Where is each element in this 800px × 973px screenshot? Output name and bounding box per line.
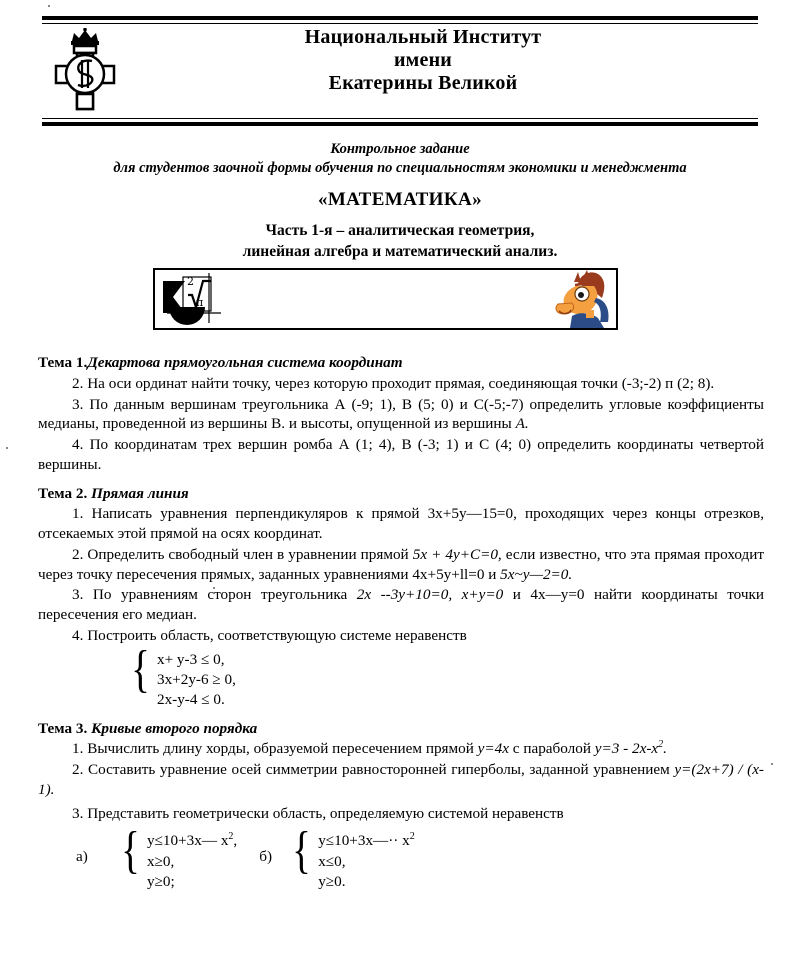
topic-3-item-1-exponent: 2	[658, 739, 664, 751]
topic-3-item-1-period: .	[663, 740, 667, 758]
topic-2-item-2-part-1: 2. Определить свободный член в уравнении прямой	[72, 545, 413, 563]
topic-3-item-2-part-1: 2. Составить уравнение осей симметрии равносторонней гиперболы, заданной уравнением	[72, 761, 675, 779]
math-logo	[159, 271, 225, 327]
topic-3-heading	[38, 719, 764, 739]
assignment-kind: Контрольное задание	[330, 141, 470, 157]
svg-text:2: 2	[187, 275, 194, 288]
system-line: х≤0,	[318, 852, 346, 870]
topic-1-item-4: 4. По координатам трех вершин ромба А (1; 4), В (-3; 1) и С (4; 0) определить координаты четвертой вершины.	[38, 436, 764, 473]
institution-line-1: Национальный Институт	[304, 26, 542, 48]
topic-1-item-2-line-2: (-3;-2) п (2; 8).	[621, 374, 715, 392]
topic-1-name: Декартова прямоугольная система координат	[87, 354, 403, 371]
system-line: у≤10+3х— $х^2$,	[146, 831, 238, 850]
topic-3-system-a	[76, 822, 238, 892]
topic-3-item-1-line-eq: y=4x	[477, 740, 509, 758]
document-header	[42, 26, 758, 114]
topic-2-item-2	[38, 545, 764, 585]
topic-1-item-2	[38, 374, 764, 394]
topic-2-item-3	[38, 585, 764, 625]
topic-3-item-3: 3. Представить геометрически область, определяемую системой неравенств	[72, 804, 564, 822]
svg-text:π: π	[196, 296, 204, 309]
topic-3-item-2-equation: y=(2x+7) / (x-1).	[38, 761, 764, 798]
topic-1-item-2-line-1: 2. На оси ординат найти точку, через которую проходит прямая, соединяющая точки	[72, 374, 618, 392]
topic-3-systems	[76, 822, 764, 892]
topic-3-item-1-parabola-eq: y=3 - 2x-x	[594, 740, 659, 758]
topic-2-item-3-equation: 2x --3y+10=0, x+y=0	[356, 586, 504, 604]
topic-2-item-4: 4. Построить область, соответствующую системе неравенств	[72, 626, 467, 644]
system-a-label: а)	[76, 848, 88, 866]
system-lines	[147, 831, 237, 892]
course-title: «МАТЕМАТИКА»	[317, 189, 483, 211]
institution-line-2: имени	[393, 49, 453, 72]
assignment-content	[38, 344, 764, 892]
system-lines	[318, 831, 415, 892]
topic-3-item-1-part-2: с параболой	[509, 740, 591, 758]
website-banner[interactable]	[153, 268, 618, 330]
part-line-2: линейная алгебра и математический анализ.	[242, 243, 558, 261]
topic-1-heading	[38, 353, 764, 373]
institution-name	[128, 26, 758, 96]
system-line: у≤10+3х—·· $х^2$	[318, 831, 415, 850]
topic-2-item-1: 1. Написать уравнения перпендикуляров к прямой 3х+5у—15=0, проходящих через концы отрезков, отсекаемых этой прямой на осях координат.	[38, 505, 764, 542]
system-brace: {	[292, 822, 312, 880]
orthodox-cross-crown-icon	[52, 28, 118, 114]
system-line: 3х+2у-6 ≥ 0,	[156, 670, 236, 688]
banner-character	[552, 270, 614, 328]
topic-3-system-b	[259, 822, 415, 892]
header-bottom-rule	[42, 118, 758, 126]
topic-3-name: Кривые второго порядка	[91, 719, 258, 737]
topic-1-label: Тема 1.	[38, 354, 88, 371]
system-line: х≥0,	[146, 852, 175, 870]
topic-3-item-1-part-1: 1. Вычислить длину хорды, образуемой пересечением прямой	[72, 740, 478, 758]
scan-speck	[48, 5, 50, 7]
cartoon-boy-icon	[552, 270, 614, 328]
topic-2-item-2-equation-2: 5x~y—2=0.	[500, 565, 573, 583]
part-line-1: Часть 1-я – аналитическая геометрия,	[265, 222, 535, 240]
institution-emblem	[42, 26, 128, 114]
scan-speck	[6, 447, 8, 449]
topic-1-item-3	[38, 395, 764, 435]
topic-3-item-2	[38, 760, 764, 800]
assignment-subtitle-block	[42, 140, 758, 263]
topic-3-item-1	[38, 739, 764, 759]
topic-2-system	[128, 640, 764, 711]
exponent: 2	[409, 831, 415, 843]
system-lines	[157, 650, 236, 711]
topic-2-item-2-part-2: если известно, что эта прямая проходит через точку пересечения прямых, заданных уравнениями 4х+5у+ll=0 и	[38, 545, 765, 583]
topic-1-item-3-vertex: А.	[515, 415, 529, 433]
system-b-label: б)	[259, 848, 273, 866]
header-top-rule	[42, 16, 758, 24]
topic-2-name: Прямая линия	[91, 484, 189, 502]
topic-1-item-3-text: 3. По данным вершинам треугольника А (-9; 1), В (5; 0) и С(-5;-7) определить угловые коэффициенты медианы, проведенной из вершины В. и высоты, опущенной из вершины	[38, 395, 764, 433]
topic-2-item-3-part-1: 3. По уравнениям сторон треугольника	[72, 586, 357, 604]
system-brace: {	[121, 822, 140, 880]
topic-2-heading	[38, 484, 764, 504]
sigma-sqrt-pi-icon	[159, 271, 225, 327]
system-line: у≥0;	[146, 873, 175, 891]
institution-line-3: Екатерины Великой	[328, 72, 518, 95]
system-line: у≥0.	[318, 873, 346, 891]
topic-3-label: Тема 3.	[38, 719, 88, 737]
system-line: х+ у-3 ≤ 0,	[156, 650, 225, 668]
exponent: 2	[228, 831, 234, 843]
scan-speck	[771, 763, 773, 765]
topic-2-label: Тема 2.	[38, 484, 88, 502]
system-brace: {	[131, 640, 150, 698]
topic-2-item-2-equation-1: 5x + 4y+C=0,	[412, 545, 502, 563]
topic-2-item-3-part-2: и 4х—у=0 найти координаты точки пересечения его медиан.	[38, 586, 764, 623]
system-line: 2х-у-4 ≤ 0.	[156, 691, 225, 709]
assignment-audience: для студентов заочной формы обучения по специальностям экономики и менеджмента	[113, 160, 687, 177]
